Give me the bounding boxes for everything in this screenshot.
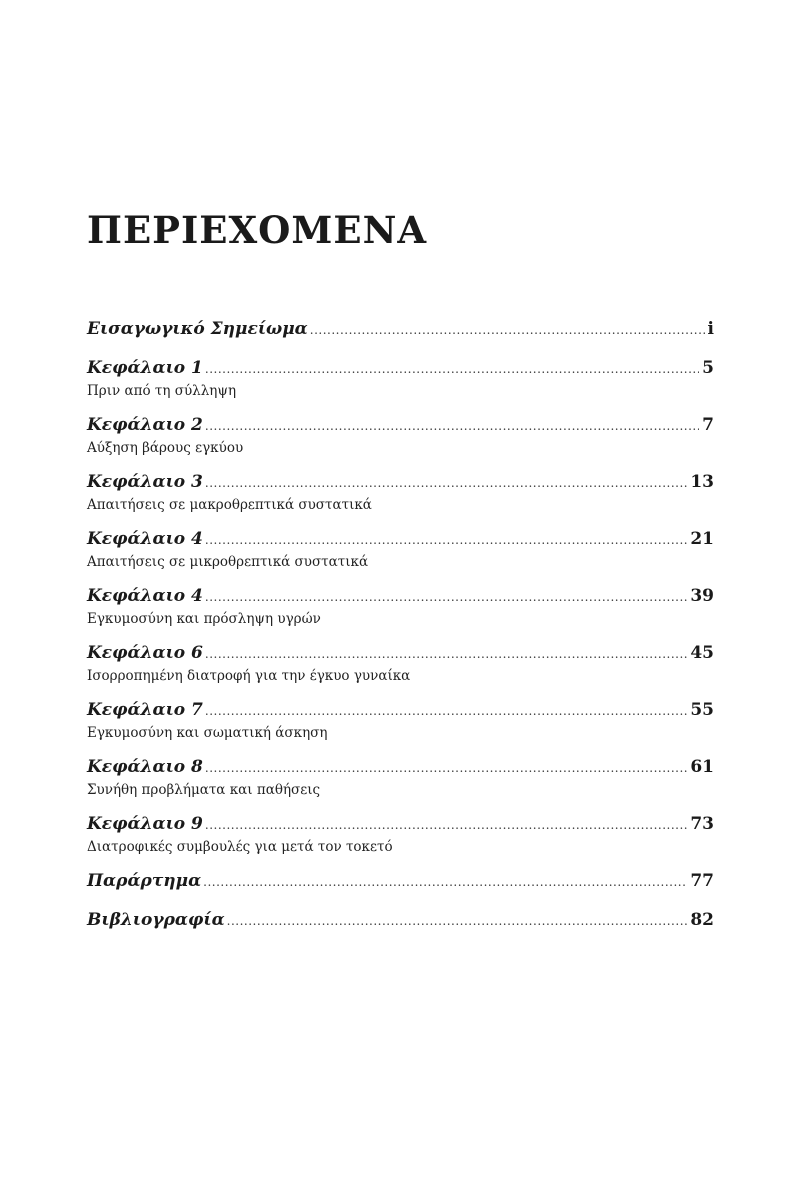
- dot-leader: [203, 868, 687, 896]
- page-title: ΠΕΡΙΕΧΟΜΕΝΑ: [87, 208, 428, 252]
- toc-line: [87, 354, 714, 382]
- toc-entry-chapter-3: [87, 468, 714, 514]
- toc-entry-appendix: [87, 867, 714, 895]
- toc-label: Εισαγωγικό Σημείωμα: [87, 319, 308, 339]
- toc-entry-bibliography: [87, 906, 714, 934]
- toc-entry-chapter-7: [87, 696, 714, 742]
- toc-page-number: 5: [702, 358, 714, 378]
- toc-entry-chapter-4: [87, 525, 714, 571]
- toc-page-number: 61: [690, 757, 714, 777]
- toc-label: Κεφάλαιο 9: [87, 814, 203, 834]
- toc-subtitle: Πριν από τη σύλληψη: [87, 383, 237, 399]
- dot-leader: [205, 811, 687, 839]
- toc-line: [87, 906, 714, 934]
- dot-leader: [205, 697, 687, 725]
- toc-page-number: 82: [690, 910, 714, 930]
- toc-entry-chapter-9: [87, 810, 714, 856]
- toc-label: Κεφάλαιο 4: [87, 529, 203, 549]
- toc-entry-chapter-1: [87, 354, 714, 400]
- toc-entry-chapter-8: [87, 753, 714, 799]
- toc-line: [87, 468, 714, 496]
- toc-subtitle: Απαιτήσεις σε μικροθρεπτικά συστατικά: [87, 554, 369, 570]
- toc-line: [87, 867, 714, 895]
- dot-leader: [205, 754, 687, 782]
- toc-entry-chapter-6: [87, 639, 714, 685]
- dot-leader: [310, 316, 705, 344]
- toc-subtitle: Εγκυμοσύνη και πρόσληψη υγρών: [87, 611, 321, 627]
- toc-label: Κεφάλαιο 2: [87, 415, 203, 435]
- toc-label: Κεφάλαιο 6: [87, 643, 203, 663]
- toc-subtitle: Ισορροπημένη διατροφή για την έγκυο γυναίκα: [87, 668, 411, 684]
- toc-label: Κεφάλαιο 3: [87, 472, 203, 492]
- dot-leader: [227, 907, 688, 935]
- toc-page-number: 39: [690, 586, 714, 606]
- toc-label: Κεφάλαιο 4: [87, 586, 203, 606]
- toc-page-number: 7: [702, 415, 714, 435]
- toc-label: Κεφάλαιο 8: [87, 757, 203, 777]
- toc-label: Κεφάλαιο 7: [87, 700, 203, 720]
- table-of-contents: [87, 315, 714, 934]
- toc-line: [87, 810, 714, 838]
- toc-label: Παράρτημα: [87, 871, 202, 891]
- toc-line: [87, 525, 714, 553]
- dot-leader: [205, 583, 687, 611]
- toc-line: [87, 411, 714, 439]
- toc-subtitle: Συνήθη προβλήματα και παθήσεις: [87, 782, 321, 798]
- toc-label: Βιβλιογραφία: [87, 910, 225, 930]
- toc-entry-chapter-5: [87, 582, 714, 628]
- toc-page-number: 55: [690, 700, 714, 720]
- toc-entry-chapter-2: [87, 411, 714, 457]
- toc-line: [87, 696, 714, 724]
- dot-leader: [205, 469, 687, 497]
- toc-page-number: 13: [690, 472, 714, 492]
- toc-subtitle: Απαιτήσεις σε μακροθρεπτικά συστατικά: [87, 497, 372, 513]
- toc-page-number: i: [707, 319, 714, 339]
- toc-subtitle: Διατροφικές συμβουλές για μετά τον τοκετό: [87, 839, 393, 855]
- toc-line: [87, 582, 714, 610]
- dot-leader: [205, 526, 687, 554]
- toc-page-number: 77: [690, 871, 714, 891]
- toc-entry-introduction: [87, 315, 714, 343]
- toc-page-number: 73: [690, 814, 714, 834]
- dot-leader: [205, 640, 687, 668]
- toc-subtitle: Εγκυμοσύνη και σωματική άσκηση: [87, 725, 328, 741]
- toc-label: Κεφάλαιο 1: [87, 358, 203, 378]
- toc-line: [87, 639, 714, 667]
- dot-leader: [205, 355, 699, 383]
- toc-line: [87, 753, 714, 781]
- toc-page-number: 21: [690, 529, 714, 549]
- toc-line: [87, 315, 714, 343]
- toc-subtitle: Αύξηση βάρους εγκύου: [87, 440, 244, 456]
- toc-page-number: 45: [690, 643, 714, 663]
- dot-leader: [205, 412, 699, 440]
